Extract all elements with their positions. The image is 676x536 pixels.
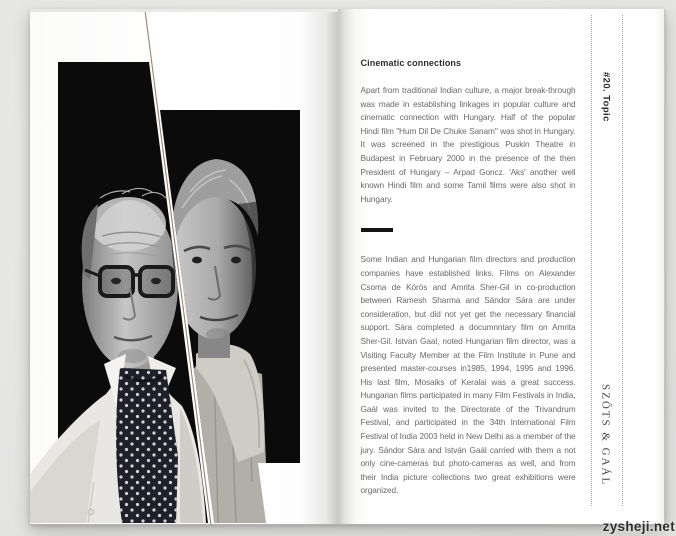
margin-dotted-rule-left [591,15,592,506]
chapter-title-label: SZŐTS & GAÁL [599,384,612,487]
paragraph-1: Apart from traditional Indian culture, a major break-through was made in establishing linkages in popular culture and cinematic connection with Hungary. Half of the popular Hindi film "Hum Dil De Chuke Sanam" was shot in Hungary. It was screened in the prestigious Puskin Theatre in Budapest in February 2000 in the presence of the then President of Hungary – Arpad Goncz. 'Aks' another well known Hindi film and some Tamil films were also shot in Hungary. [360,85,576,204]
paragraph-2: Some Indian and Hungarian film directors and production companies have established links. Films on Alexander Csoma de Körös and Amrita Sher-Gil in co-production between Ramesh Sharma and Sándor Sára are under consideration, but did not yet get the necessary financial support. Sára completed a documnntary film on Amrita Sher-Gil. Istvan Gaal, noted Hungarian film director, was a Visiting Faculty Member at the Film Institute in Pune and presented master-courses in1985, 1994, 1995 and 1996. His last film, Mosaiks of Keralai was a great success. Hungarian films participated in many Film Festivals in India, Gaál was invited to the Directorate of the Trivandrum Festival, and participated in the 34th International Film Festival of India 2003 held in New Delhi as a member of the jury. Sándor Sára and István Gaál carried with them a not only cine-cameras but photo-cameras as well, and from their India picture collections two great exhibitions were organized. [360,254,576,496]
text-column [361,9,576,498]
right-page [338,9,665,525]
left-page [30,12,338,525]
portrait-collage-photo [30,12,338,524]
section-heading: Cinematic connections [360,58,462,68]
book-spread [30,9,665,524]
margin-dotted-rule-right [622,15,623,506]
topic-number-label: #20. Topic [600,72,612,122]
section-divider [361,228,393,232]
site-watermark: zysheji.net [602,519,675,534]
